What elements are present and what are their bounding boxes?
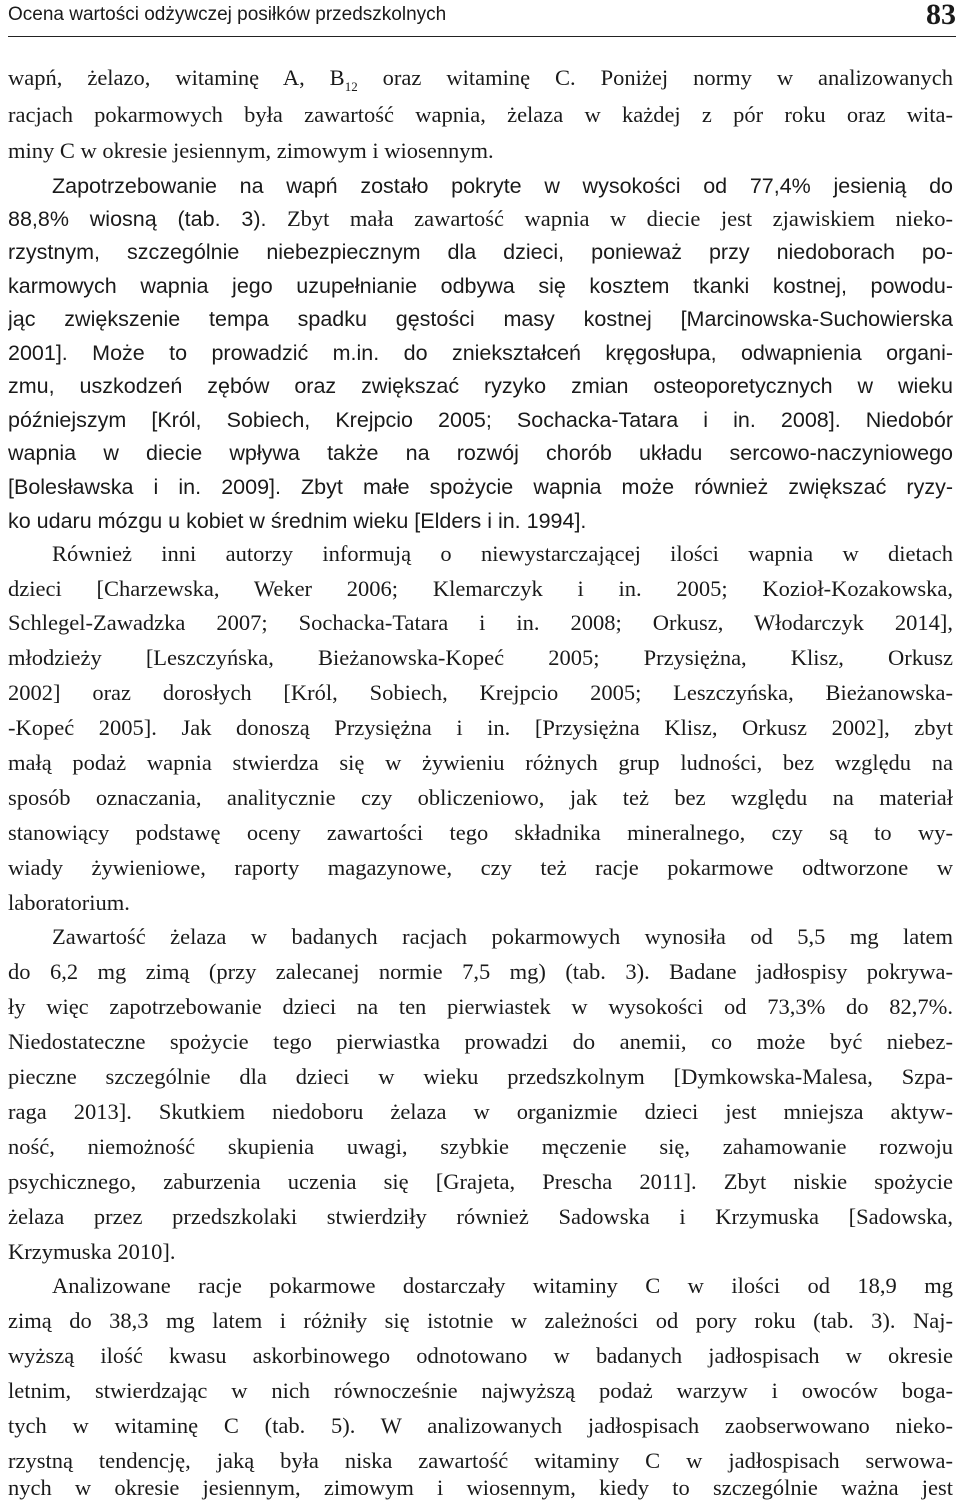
text-line: miny C w okresie jesiennym, zimowym i wiosennym. [8,138,494,163]
page-number: 83 [926,0,956,31]
text-line: 88,8% wiosną (tab. 3). Zbyt mała zawartość wapnia w diecie jest zjawiskiem nieko- [8,206,953,231]
text-line: żelaza przez przedszkolaki stwierdziły również Sadowska i Krzymuska [Sadowska, [8,1204,953,1229]
text-line: laboratorium. [8,890,130,915]
text-line: dzieci [Charzewska, Weker 2006; Klemarczyk i in. 2005; Kozioł-Kozakowska, [8,576,953,601]
text-line: sposób oznaczania, analitycznie czy obliczeniowo, jak też bez względu na materiał [8,785,953,810]
text-line: nych w okresie jesiennym, zimowym i wiosennym, kiedy to szczególnie ważna jest [8,1475,953,1500]
text-line: późniejszym [Król, Sobiech, Krejpcio 2005; Sochacka-Tatara i in. 2008]. Niedobór [8,408,953,432]
text-line: Również inni autorzy informują o niewystarczającej ilości wapnia w dietach [52,541,953,566]
text-line: Krzymuska 2010]. [8,1239,176,1264]
text-line: zmu, uszkodzeń zębów oraz zwiększać ryzyko zmian osteoporetycznych w wieku [8,374,953,398]
text-line: wapnia w diecie wpływa także na rozwój chorób układu sercowo-naczyniowego [8,441,953,465]
text-line: psychicznego, zaburzenia uczenia się [Grajeta, Prescha 2011]. Zbyt niskie spożycie [8,1169,953,1194]
text-line: 2001]. Może to prowadzić m.in. do zniekształceń kręgosłupa, odwapnienia organi- [8,341,953,365]
text-line: wiady żywieniowe, raporty magazynowe, czy też racje pokarmowe odtworzone w [8,855,953,880]
text-line: letnim, stwierdzając w nich równocześnie najwyższą podaż warzyw i owoców boga- [8,1378,953,1403]
text-line: karmowych wapnia jego uzupełnianie odbywa się kosztem tkanki kostnej, powodu- [8,274,953,298]
text-line: wapń, żelazo, witaminę A, $B_{12}$ oraz witaminę C. Poniżej normy w analizowanych [8,65,953,94]
text-line: 2002] oraz dorosłych [Król, Sobiech, Krejpcio 2005; Leszczyńska, Bieżanowska- [8,680,953,705]
text-line: racjach pokarmowych była zawartość wapnia, żelaza w każdej z pór roku oraz wita- [8,102,953,127]
text-line: wyższą ilość kwasu askorbinowego odnotowano w badanych jadłospisach w okresie [8,1343,953,1368]
text-line: stanowiący podstawę oceny zawartości tego składnika mineralnego, czy są to wy- [8,820,953,845]
text-line: ły więc zapotrzebowanie dzieci na ten pierwiastek w wysokości od 73,3% do 82,7%. [8,994,953,1019]
text-line: Analizowane racje pokarmowe dostarczały witaminy C w ilości od 18,9 mg [52,1273,953,1298]
text-line: małą podaż wapnia stwierdza się w żywieniu różnych grup ludności, bez względu na [8,750,953,775]
text-line: do 6,2 mg zimą (przy zalecanej normie 7,5 mg) (tab. 3). Badane jadłospisy pokrywa- [8,959,953,984]
text-line: Zapotrzebowanie na wapń zostało pokryte w wysokości od 77,4% jesienią do [52,174,953,198]
text-line: Zawartość żelaza w badanych racjach pokarmowych wynosiła od 5,5 mg latem [52,924,953,949]
text-line: rzystnym, szczególnie niebezpiecznym dla dzieci, ponieważ przy niedoborach po- [8,240,953,264]
text-line: -Kopeć 2005]. Jak donoszą Przysiężna i in. [Przysiężna Klisz, Orkusz 2002], zbyt [8,715,953,740]
text-line: rzystną tendencję, jaką była niska zawartość witaminy C w jadłospisach serwowa- [8,1448,953,1473]
running-header [8,0,956,37]
text-line: zimą do 38,3 mg latem i różniły się istotnie w zależności od pory roku (tab. 3). Naj- [8,1308,953,1333]
text-line: tych w witaminę C (tab. 5). W analizowanych jadłospisach zaobserwowano nieko- [8,1413,953,1438]
running-title: Ocena wartości odżywczej posiłków przedszkolnych [8,4,447,25]
text-line: jąc zwiększenie tempa spadku gęstości masy kostnej [Marcinowska-Suchowierska [8,307,953,331]
subscript: 12 [344,79,358,94]
text-line: Niedostateczne spożycie tego pierwiastka prowadzi do anemii, co może być niebez- [8,1029,953,1054]
text-line: młodzieży [Leszczyńska, Bieżanowska-Kopeć 2005; Przysiężna, Klisz, Orkusz [8,645,953,670]
text-line: ność, niemożność skupienia uwagi, szybkie męczenie się, zahamowanie rozwoju [8,1134,953,1159]
text-line: ko udaru mózgu u kobiet w średnim wieku [Elders i in. 1994]. [8,509,587,533]
text-line: [Bolesławska i in. 2009]. Zbyt małe spożycie wapnia może również zwiększać ryzy- [8,475,953,499]
text-line: Schlegel-Zawadzka 2007; Sochacka-Tatara i in. 2008; Orkusz, Włodarczyk 2014], [8,610,953,635]
text-line: pieczne szczególnie dla dzieci w wieku przedszkolnym [Dymkowska-Malesa, Szpa- [8,1064,953,1089]
text-line: raga 2013]. Skutkiem niedoboru żelaza w organizmie dzieci jest mniejsza aktyw- [8,1099,953,1124]
